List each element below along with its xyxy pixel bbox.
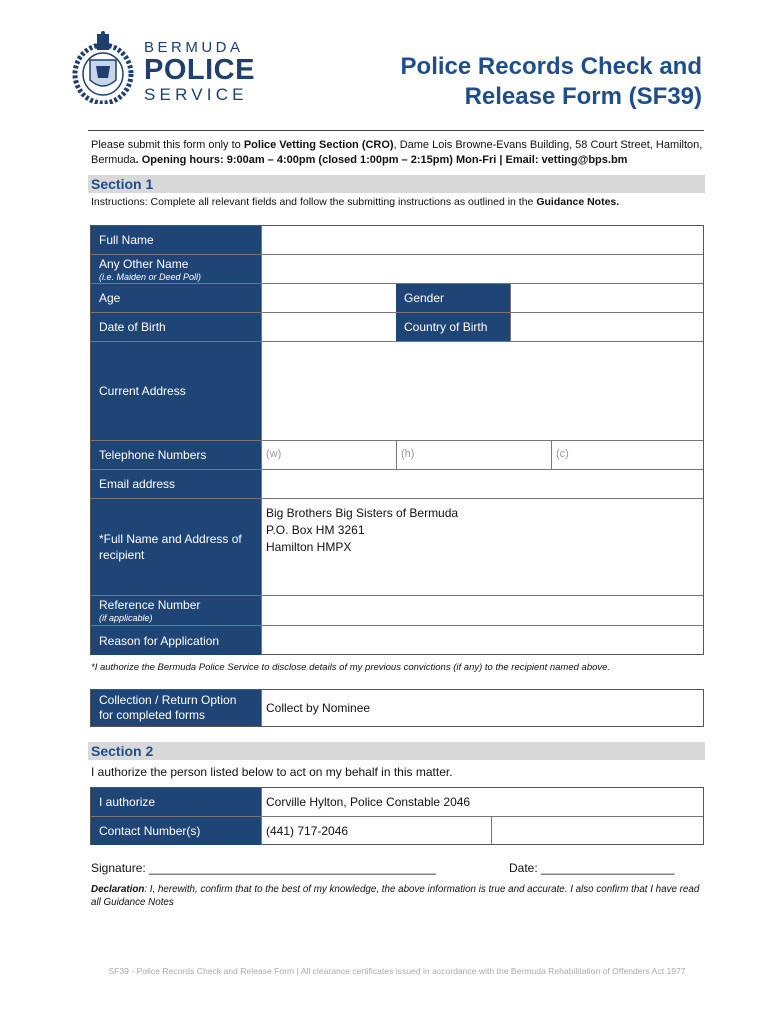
- recipient-field[interactable]: [261, 499, 703, 595]
- section-1-instructions: [91, 196, 619, 208]
- telephone-home-field[interactable]: (h): [396, 441, 551, 469]
- row-reason: [91, 626, 703, 655]
- row-recipient: [91, 499, 703, 596]
- row-full-name: [91, 226, 703, 255]
- row-telephone: [91, 441, 703, 470]
- recipient-line-1: Big Brothers Big Sisters of Bermuda: [266, 506, 459, 520]
- intro-bold-1: Police Vetting Section (CRO): [243, 139, 394, 151]
- authorize-note: *I authorize the Bermuda Police Service to disclose details of my previous convictions (if any) to the recipient named above.: [91, 662, 611, 673]
- row-age-gender: [91, 284, 703, 313]
- country-field[interactable]: [510, 313, 703, 341]
- label-other-name: [91, 255, 261, 283]
- label-contact: Contact Number(s): [91, 817, 261, 845]
- title-line-2: Release Form (SF39): [464, 83, 702, 110]
- label-country: Country of Birth: [396, 313, 510, 341]
- address-field[interactable]: [261, 342, 703, 440]
- logo-line-service: SERVICE: [144, 85, 248, 104]
- intro-bold-2: . Opening hours: [135, 154, 220, 166]
- row-address: [91, 342, 703, 441]
- row-contact: [91, 817, 703, 845]
- row-authorize: [91, 788, 703, 817]
- section-2-form: [90, 787, 704, 845]
- instructions-text: Instructions: Complete all relevant fields and follow the submitting instructions as outlined in the: [91, 196, 537, 208]
- section-1-form: [90, 225, 704, 655]
- label-collection: Collection / Return Option for completed forms: [91, 690, 261, 726]
- collection-option-field[interactable]: Collect by Nominee: [261, 690, 703, 726]
- row-collection: [91, 690, 703, 726]
- label-address: Current Address: [91, 342, 261, 440]
- collection-form: [90, 689, 704, 727]
- reference-subtext: (if applicable): [99, 613, 153, 623]
- logo-wordmark: [144, 40, 255, 103]
- label-dob: Date of Birth: [91, 313, 261, 341]
- logo-line-police: POLICE: [144, 54, 255, 86]
- intro-text-2: , Dame Lois Browne-Evans Building, 58 Court Street, Hamilton, Bermuda: [91, 139, 703, 166]
- label-telephone: Telephone Numbers: [91, 441, 261, 469]
- declaration-text: : I, herewith, confirm that to the best of my knowledge, the above information is true and accurate. I also confirm that I have read all Guidance Notes: [91, 884, 700, 908]
- contact-number-field-2[interactable]: [491, 817, 703, 845]
- row-reference: [91, 596, 703, 626]
- date-line[interactable]: Date: ____________________: [509, 861, 675, 875]
- telephone-cell-field[interactable]: (c): [551, 441, 703, 469]
- section-2-intro: I authorize the person listed below to act on my behalf in this matter.: [91, 765, 453, 779]
- label-email: Email address: [91, 470, 261, 498]
- police-crest-logo: [72, 30, 134, 104]
- gender-field[interactable]: [510, 284, 703, 312]
- label-reference: [91, 596, 261, 625]
- label-gender: Gender: [396, 284, 510, 312]
- guidance-notes-bold: Guidance Notes.: [536, 196, 620, 208]
- other-name-subtext: (i.e. Maiden or Deed Poll): [99, 271, 202, 282]
- intro-text-1: Please submit this form only to: [91, 139, 244, 151]
- label-recipient: *Full Name and Address of recipient: [91, 499, 261, 595]
- authorize-field[interactable]: Corville Hylton, Police Constable 2046: [261, 788, 703, 816]
- submission-instructions: [91, 138, 706, 168]
- recipient-line-2: P.O. Box HM 3261: [266, 523, 365, 537]
- email-field[interactable]: [261, 470, 703, 498]
- age-field[interactable]: [261, 284, 396, 312]
- reference-text: Reference Number: [99, 598, 201, 612]
- section-1-heading: Section 1: [91, 176, 154, 192]
- reference-field[interactable]: [261, 596, 703, 625]
- row-other-name: [91, 255, 703, 284]
- full-name-field[interactable]: [261, 226, 703, 254]
- header-divider: [88, 130, 704, 131]
- section-2-heading: Section 2: [91, 743, 154, 759]
- row-dob-country: [91, 313, 703, 342]
- label-reason: Reason for Application: [91, 626, 261, 655]
- label-age: Age: [91, 284, 261, 312]
- signature-line[interactable]: Signature: ___________________________________________: [91, 861, 437, 875]
- telephone-work-field[interactable]: (w): [261, 441, 396, 469]
- reason-field[interactable]: [261, 626, 703, 655]
- footer: SF39 - Police Records Check and Release Form | All clearance certificates issued in accordance with the Bermuda Rehabilitation of Offenders Act 1977: [108, 966, 686, 976]
- recipient-line-3: Hamilton HMPX: [266, 540, 352, 554]
- declaration-bold: Declaration: [91, 884, 145, 895]
- logo-line-bermuda: BERMUDA: [144, 39, 244, 56]
- page-title: [401, 52, 702, 112]
- declaration: [91, 883, 703, 909]
- label-full-name: Full Name: [91, 226, 261, 254]
- row-email: [91, 470, 703, 499]
- other-name-field[interactable]: [261, 255, 703, 283]
- section-2-bar: [88, 742, 705, 760]
- dob-field[interactable]: [261, 313, 396, 341]
- section-1-bar: [88, 175, 705, 193]
- other-name-text: Any Other Name: [99, 256, 189, 271]
- contact-number-field[interactable]: (441) 717-2046: [261, 817, 491, 845]
- title-line-1: Police Records Check and: [400, 53, 702, 80]
- intro-bold-3: : 9:00am – 4:00pm (closed 1:00pm – 2:15pm) Mon-Fri | Email: vetting@bps.bm: [219, 154, 628, 166]
- label-authorize: I authorize: [91, 788, 261, 816]
